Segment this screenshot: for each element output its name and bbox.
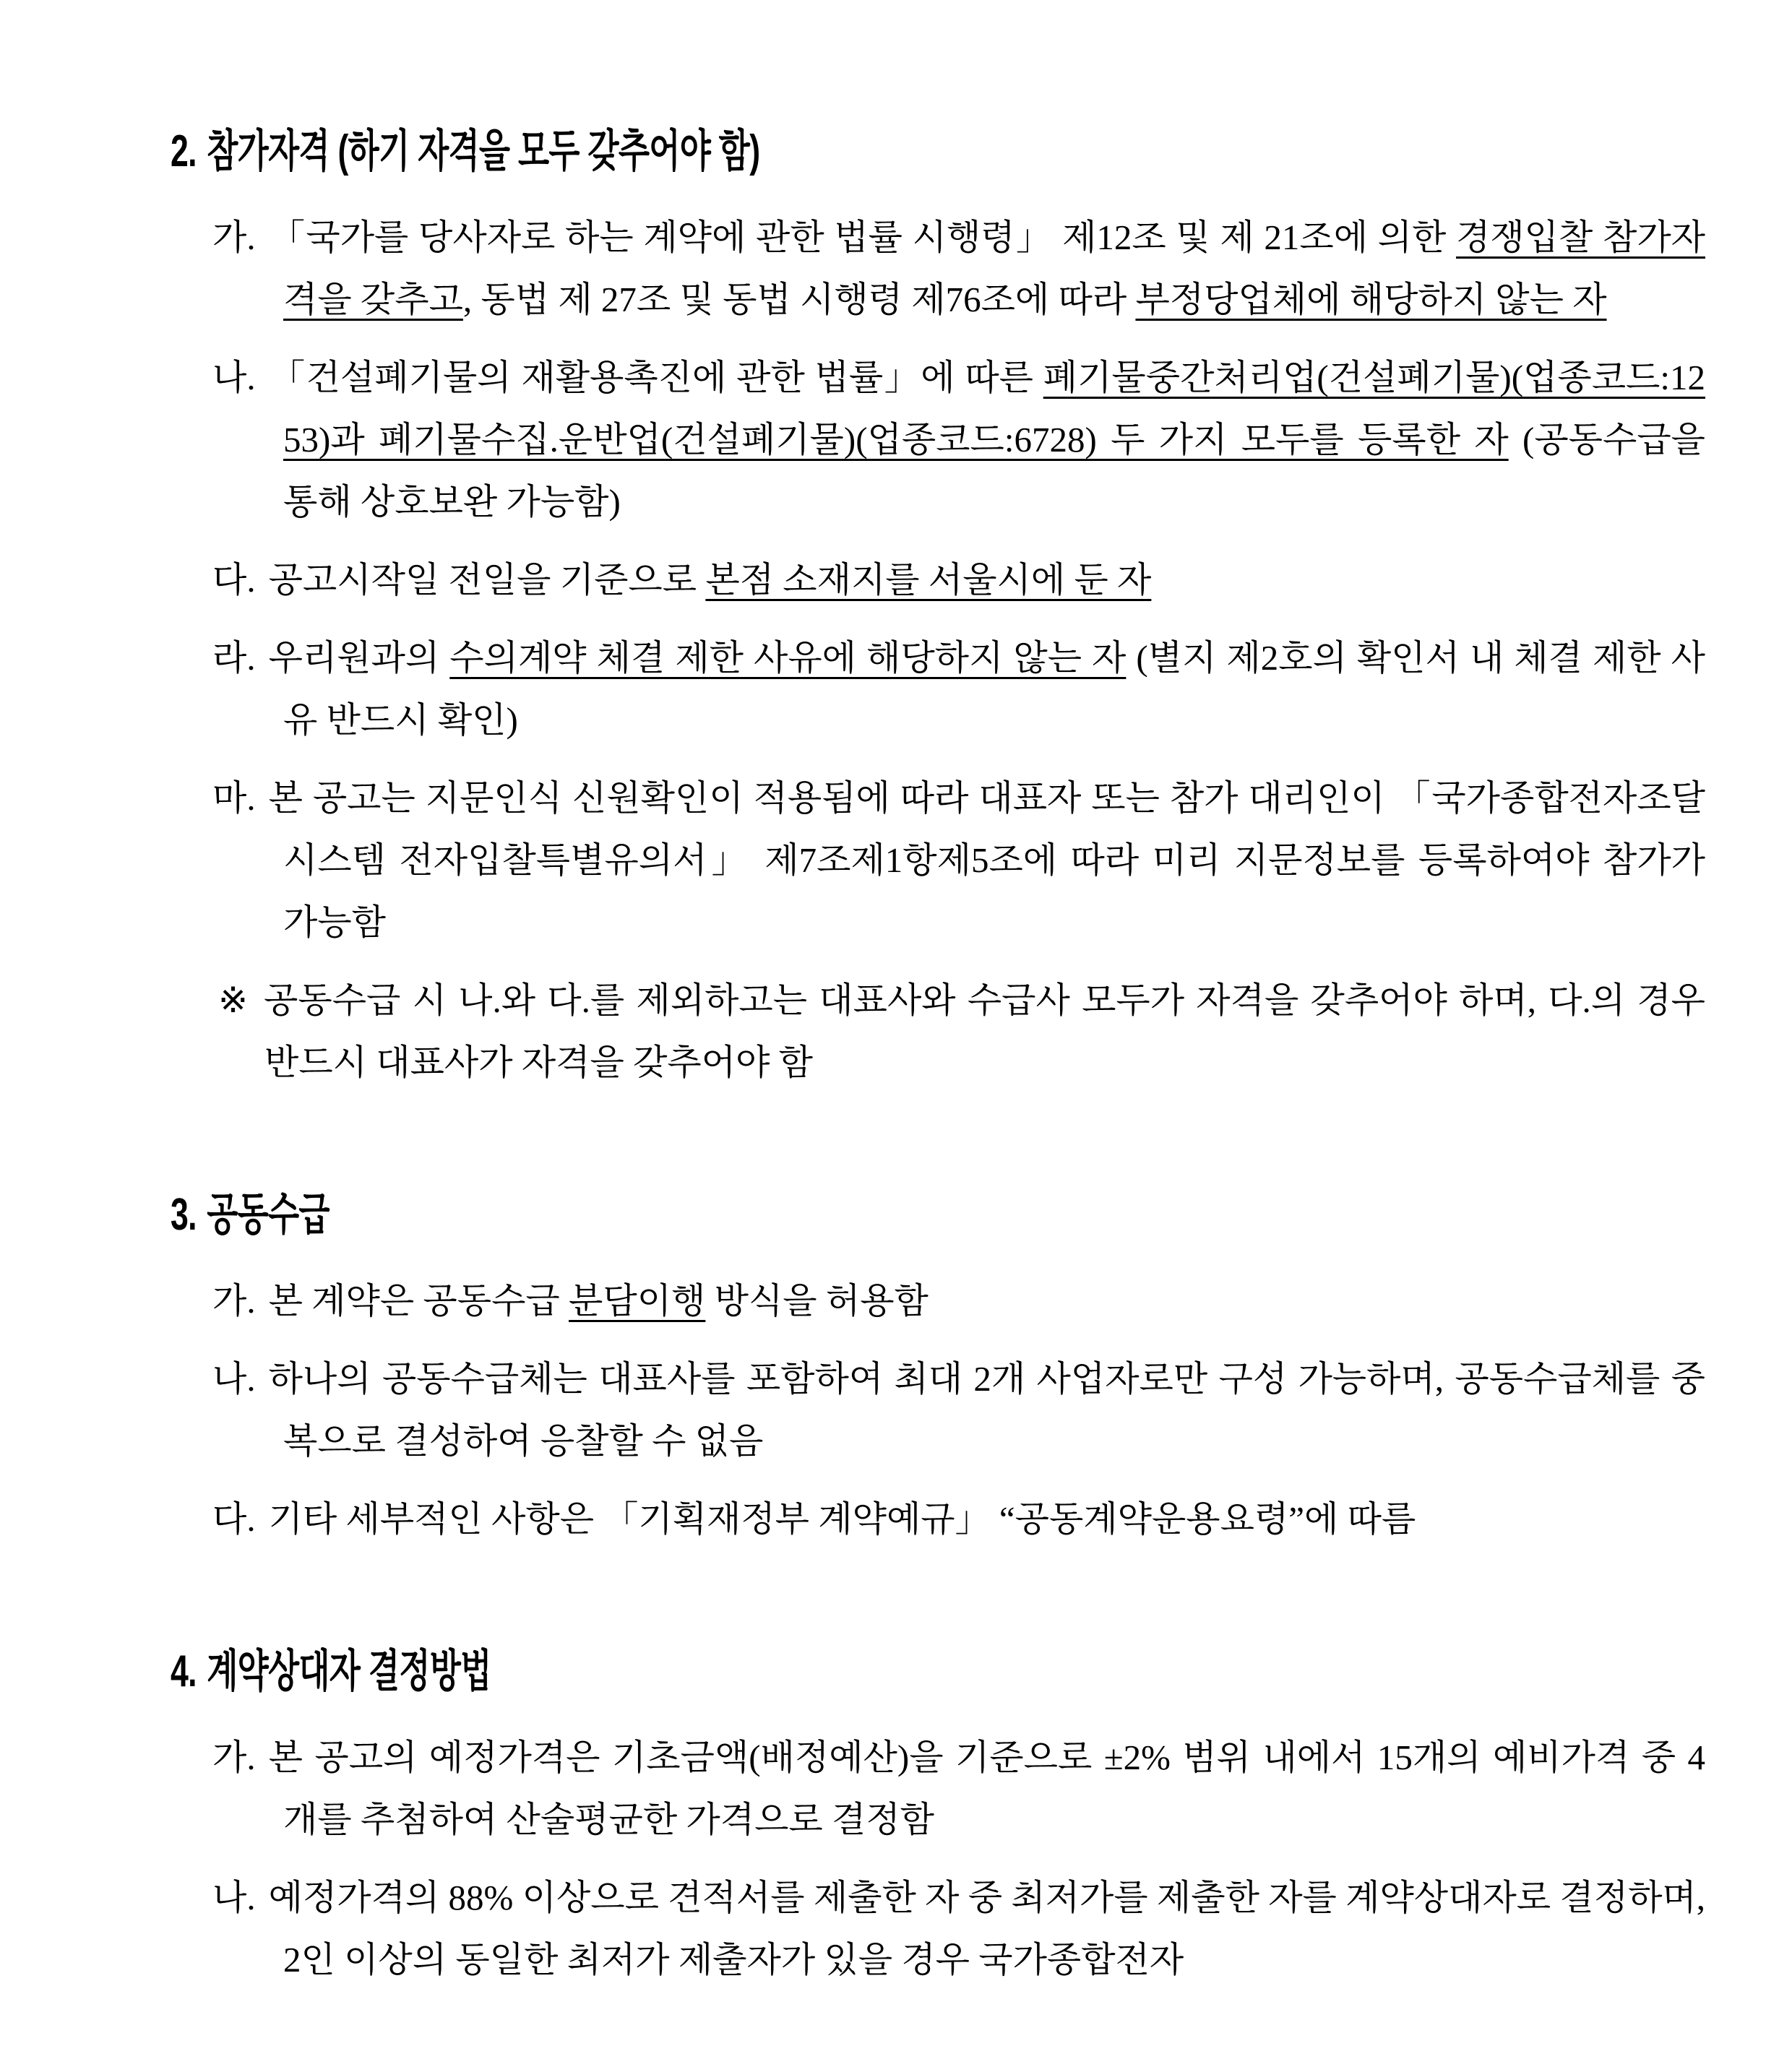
item-label: 가.	[212, 1738, 256, 1777]
item-text	[269, 1878, 1705, 1980]
underlined-text: 본점 소재지를 서울시에 둔 자	[705, 560, 1152, 600]
section-number: 3.	[171, 1190, 197, 1240]
item-label: 다.	[212, 560, 256, 600]
section-heading-text	[171, 121, 759, 182]
section-heading-text	[171, 1641, 491, 1702]
item-label: 나.	[212, 1878, 256, 1917]
item-text	[269, 560, 1152, 600]
text-run: (공동수급을 통해 상호보완 가능함)	[283, 420, 1705, 522]
list-item	[212, 1488, 1705, 1550]
item-text	[269, 1499, 1416, 1539]
item-text	[264, 980, 1705, 1082]
text-run: 방식을 허용함	[705, 1281, 929, 1321]
underlined-text: 수의계약 체결 제한 사유에 해당하지 않는 자	[449, 638, 1127, 678]
list-item	[212, 347, 1705, 533]
item-text	[269, 778, 1705, 942]
text-run: 본 계약은 공동수급	[268, 1281, 569, 1321]
list-item	[212, 627, 1705, 751]
list-item	[212, 207, 1705, 331]
list-item	[212, 767, 1705, 954]
text-run: 기타 세부적인 사항은 「기획재정부 계약예규」 “공동계약운용요령”에 따름	[268, 1499, 1416, 1539]
item-label: 마.	[212, 778, 256, 818]
item-label: 다.	[212, 1499, 256, 1539]
list-item	[218, 970, 1706, 1094]
list-item	[212, 1727, 1705, 1851]
document-section	[0, 121, 1792, 1094]
text-run: 「건설폐기물의 재활용촉진에 관한 법률」에 따른	[268, 358, 1043, 397]
text-run: 본 공고의 예정가격은 기초금액(배정예산)을 기준으로 ±2% 범위 내에서 15개의 예비가격 중 4개를 추첨하여 산술평균한 가격으로 결정함	[268, 1738, 1705, 1839]
text-run: 예정가격의 88% 이상으로 견적서를 제출한 자 중 최저가를 제출한 자를 계약상대자로 결정하며, 2인 이상의 동일한 최저가 제출자가 있을 경우 국가종합전자	[268, 1878, 1705, 1980]
list-item	[212, 1270, 1705, 1332]
section-heading-text	[171, 1185, 329, 1246]
section-title: 참가자격 (하기 자격을 모두 갖추어야 함)	[207, 126, 760, 176]
underlined-text: 폐기물중간처리업(건설폐기물)(업종코드:1253)과 폐기물수집.운반업(건설폐기물)(업종코드:6728) 두 가지 모두를 등록한 자	[283, 358, 1705, 459]
item-label: 나.	[212, 1359, 256, 1399]
item-text	[269, 1359, 1705, 1461]
list-item	[212, 1348, 1705, 1472]
item-text	[269, 217, 1705, 319]
text-run: 공고시작일 전일을 기준으로	[268, 560, 706, 600]
item-label: 라.	[212, 638, 256, 678]
section-number: 4.	[171, 1646, 197, 1696]
item-text	[269, 1738, 1705, 1839]
underlined-text: 분담이행	[569, 1281, 706, 1321]
text-run: 본 공고는 지문인식 신원확인이 적용됨에 따라 대표자 또는 참가 대리인이 「국가종합전자조달시스템 전자입찰특별유의서」 제7조제1항제5조에 따라 미리 지문정보를 등록하여야 참가가 가능함	[268, 778, 1705, 942]
section-heading	[171, 1641, 1792, 1702]
list-item	[212, 549, 1705, 611]
document-section	[0, 1185, 1792, 1550]
text-run: 공동수급 시 나.와 다.를 제외하고는 대표사와 수급사 모두가 자격을 갖추어야 하며, 다.의 경우 반드시 대표사가 자격을 갖추어야 함	[264, 980, 1706, 1082]
underlined-text: 경쟁입찰 참가자격을 갖추고	[283, 217, 1705, 319]
section-items	[0, 1727, 1792, 1991]
text-run: (별지 제2호의 확인서 내 체결 제한 사유 반드시 확인)	[283, 638, 1705, 740]
section-title: 공동수급	[207, 1190, 329, 1240]
section-heading	[171, 1185, 1792, 1246]
underlined-text: 부정당업체에 해당하지 않는 자	[1135, 280, 1607, 319]
item-text	[269, 638, 1705, 740]
item-label: ※	[218, 980, 251, 1020]
item-label: 가.	[212, 217, 256, 257]
text-run: 우리원과의	[268, 638, 450, 678]
section-items	[0, 207, 1792, 1094]
section-items	[0, 1270, 1792, 1550]
text-run: , 동법 제 27조 및 동법 시행령 제76조에 따라	[462, 280, 1136, 319]
item-label: 가.	[212, 1281, 256, 1321]
section-heading	[171, 121, 1792, 182]
document-section	[0, 1641, 1792, 1991]
section-number: 2.	[171, 126, 197, 176]
item-label: 나.	[212, 358, 256, 397]
section-title: 계약상대자 결정방법	[207, 1646, 491, 1696]
item-text	[269, 358, 1705, 522]
list-item	[212, 1867, 1705, 1991]
text-run: 「국가를 당사자로 하는 계약에 관한 법률 시행령」 제12조 및 제 21조에 의한	[268, 217, 1456, 257]
item-text	[269, 1281, 929, 1321]
text-run: 하나의 공동수급체는 대표사를 포함하여 최대 2개 사업자로만 구성 가능하며, 공동수급체를 중복으로 결성하여 응찰할 수 없음	[268, 1359, 1705, 1461]
